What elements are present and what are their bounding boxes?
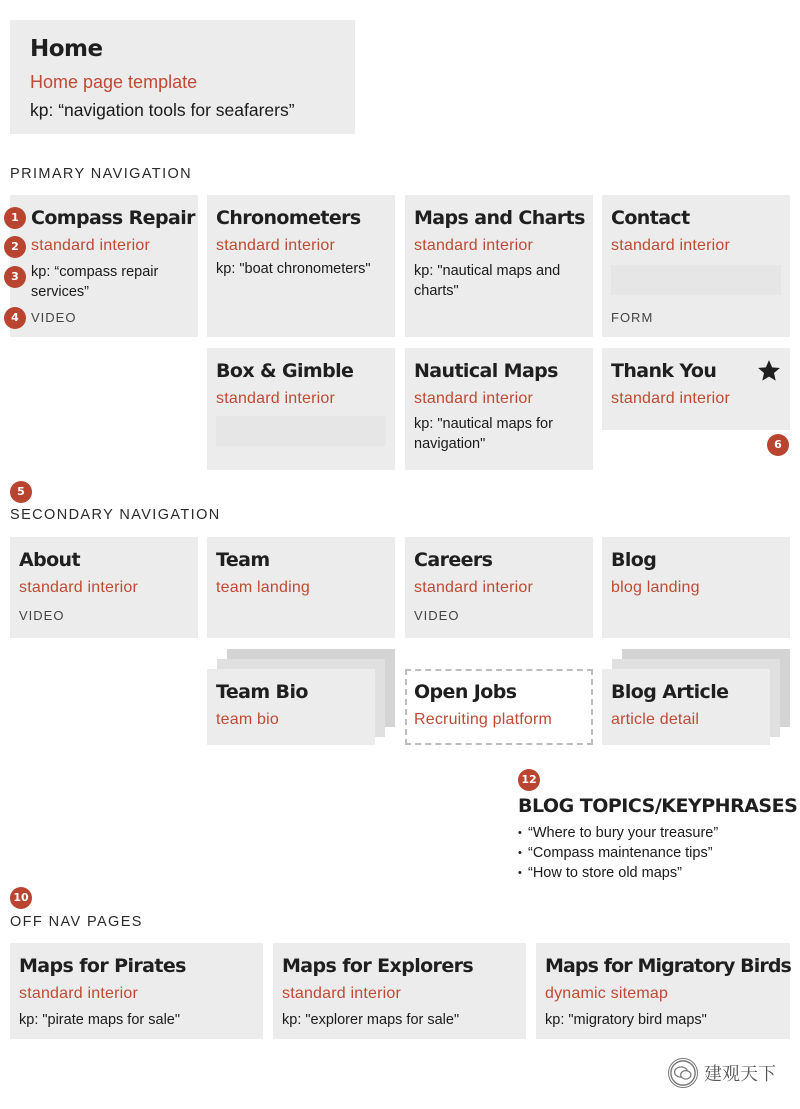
card-template: Recruiting platform	[414, 711, 553, 728]
card-title: Maps for Explorers	[282, 955, 474, 977]
card-maps-for-pirates	[10, 943, 263, 1039]
card-title: Team	[216, 549, 270, 571]
card-template: blog landing	[611, 579, 700, 596]
card-box-and-gimble	[207, 348, 395, 470]
badge-4: 4	[4, 307, 26, 329]
card-keyphrase: kp: "migratory bird maps"	[545, 1012, 707, 1028]
card-title: Box & Gimble	[216, 360, 354, 382]
card-template: standard interior	[611, 390, 731, 407]
card-title: Team Bio	[216, 681, 308, 703]
card-tag: VIDEO	[414, 608, 460, 623]
home-keyphrase: kp: “navigation tools for seafarers”	[30, 100, 295, 120]
card-keyphrase: kp: "explorer maps for sale"	[282, 1012, 460, 1028]
card-keyphrase: kp: "pirate maps for sale"	[19, 1012, 181, 1028]
card-title: Thank You	[611, 360, 717, 382]
card-blog-article	[602, 669, 770, 745]
card-maps-and-charts	[405, 195, 593, 337]
card-title: Careers	[414, 549, 493, 571]
card-title: Maps for Migratory Birds	[545, 955, 791, 977]
secondary-navigation-heading: SECONDARY NAVIGATION	[10, 507, 221, 523]
card-template: standard interior	[216, 237, 336, 254]
card-keyphrase: kp: "boat chronometers"	[216, 261, 371, 277]
card-template: team landing	[216, 579, 311, 596]
card-blog	[602, 537, 790, 638]
off-nav-heading: OFF NAV PAGES	[10, 914, 143, 930]
card-title: Blog Article	[611, 681, 729, 703]
card-template: standard interior	[414, 579, 534, 596]
badge-6: 6	[767, 434, 789, 456]
card-team-bio	[207, 669, 375, 745]
card-template: standard interior	[282, 985, 402, 1002]
card-team	[207, 537, 395, 638]
card-chronometers	[207, 195, 395, 337]
card-maps-for-migratory-birds	[536, 943, 790, 1039]
card-keyphrase: kp: “compass repair services”	[31, 264, 159, 300]
badge-10: 10	[10, 887, 32, 909]
badge-12: 12	[518, 769, 540, 791]
list-item: • “How to store old maps”	[518, 863, 797, 883]
card-template: standard interior	[31, 237, 151, 254]
card-tag: VIDEO	[31, 310, 77, 325]
card-careers	[405, 537, 593, 638]
home-template: Home page template	[30, 72, 198, 92]
card-contact	[602, 195, 790, 337]
card-title: Chronometers	[216, 207, 361, 229]
card-compass-repair	[10, 195, 198, 337]
card-placeholder	[216, 416, 386, 446]
list-item: • “Where to bury your treasure”	[518, 823, 797, 843]
wechat-logo-icon	[668, 1058, 698, 1088]
star-icon	[756, 358, 782, 384]
primary-navigation-heading: PRIMARY NAVIGATION	[10, 166, 193, 182]
list-item: • “Compass maintenance tips”	[518, 843, 797, 863]
badge-3: 3	[4, 266, 26, 288]
card-template: standard interior	[611, 237, 731, 254]
card-about	[10, 537, 198, 638]
card-nautical-maps	[405, 348, 593, 470]
card-title: About	[19, 549, 80, 571]
badge-5: 5	[10, 481, 32, 503]
card-title: Blog	[611, 549, 657, 571]
watermark-text: 建观天下	[704, 1064, 776, 1084]
card-template: article detail	[611, 711, 700, 728]
card-template: dynamic sitemap	[545, 985, 669, 1002]
card-keyphrase: kp: "nautical maps for navigation"	[414, 416, 553, 452]
card-template: standard interior	[414, 237, 534, 254]
home-title: Home	[30, 36, 103, 62]
card-title: Open Jobs	[414, 681, 517, 703]
card-tag: VIDEO	[19, 608, 65, 623]
card-title: Nautical Maps	[414, 360, 558, 382]
card-maps-for-explorers	[273, 943, 526, 1039]
card-template: team bio	[216, 711, 279, 728]
card-thank-you	[602, 348, 790, 430]
card-template: standard interior	[19, 579, 139, 596]
card-open-jobs	[405, 669, 593, 745]
card-template: standard interior	[19, 985, 139, 1002]
card-title: Compass Repair	[31, 207, 195, 229]
card-placeholder	[611, 265, 781, 295]
blog-topics	[518, 795, 797, 883]
blog-topics-heading: BLOG TOPICS/KEYPHRASES	[518, 795, 798, 817]
badge-2: 2	[4, 236, 26, 258]
card-keyphrase: kp: "nautical maps and charts"	[414, 263, 561, 299]
card-title: Maps and Charts	[414, 207, 585, 229]
home-card	[10, 20, 355, 134]
blog-topics-list	[518, 823, 797, 883]
card-title: Contact	[611, 207, 690, 229]
card-template: standard interior	[216, 390, 336, 407]
card-title: Maps for Pirates	[19, 955, 186, 977]
badge-1: 1	[4, 207, 26, 229]
watermark	[668, 1058, 776, 1088]
card-template: standard interior	[414, 390, 534, 407]
card-tag: FORM	[611, 310, 654, 325]
